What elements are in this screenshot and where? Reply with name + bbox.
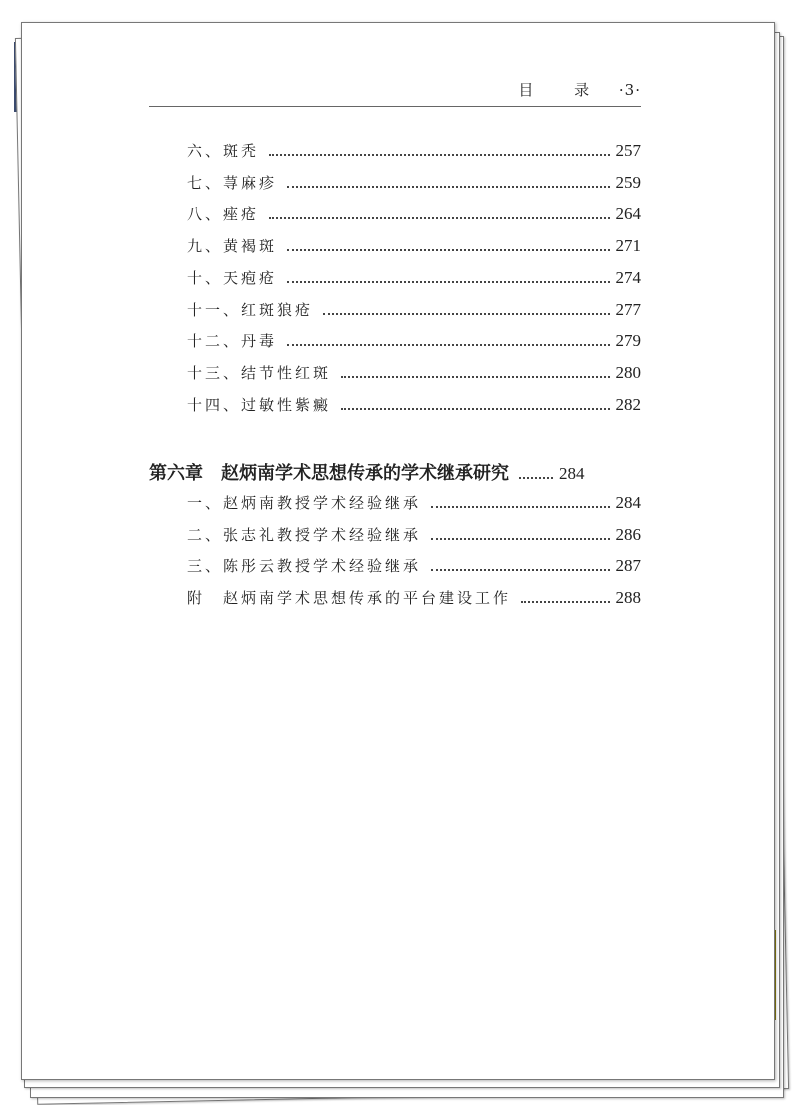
dot-leader — [323, 313, 609, 315]
toc-entry-page: 271 — [615, 236, 641, 256]
dot-leader — [287, 281, 609, 283]
toc-entry[interactable] — [187, 330, 641, 351]
header-rule — [149, 106, 641, 107]
toc-entry[interactable] — [187, 362, 641, 383]
dot-leader — [287, 186, 609, 188]
header-page-number: ·3· — [618, 81, 641, 99]
dot-leader — [521, 601, 609, 603]
dot-leader — [519, 477, 553, 479]
toc-entry[interactable] — [187, 492, 641, 513]
toc-entry[interactable] — [187, 587, 641, 608]
dot-leader — [431, 506, 609, 508]
toc-entry[interactable] — [187, 235, 641, 256]
dot-leader — [269, 154, 609, 156]
toc-entry-label: 第六章 赵炳南学术思想传承的学术继承研究 — [149, 463, 509, 484]
toc-entry-page: 274 — [615, 267, 641, 287]
toc-entry-label: 三、陈彤云教授学术经验继承 — [187, 557, 422, 576]
toc-entry-page: 280 — [615, 362, 641, 382]
toc-entry-label: 二、张志礼教授学术经验继承 — [187, 525, 422, 544]
dot-leader — [287, 249, 609, 251]
toc-entry-page: 259 — [615, 172, 641, 192]
dot-leader — [431, 538, 609, 540]
toc-entry[interactable] — [187, 172, 641, 193]
dot-leader — [431, 569, 609, 571]
toc-entry-label: 十二、丹毒 — [187, 332, 278, 351]
dot-leader — [341, 376, 609, 378]
toc-entry[interactable] — [187, 555, 641, 576]
toc-entry-label: 附 赵炳南学术思想传承的平台建设工作 — [187, 589, 512, 608]
toc-entry-label: 八、痤疮 — [187, 205, 260, 224]
header-title: 目 录 — [518, 81, 608, 99]
toc-entry[interactable] — [187, 299, 641, 320]
toc-entry[interactable] — [187, 203, 641, 224]
toc-entry-page: 257 — [615, 141, 641, 160]
toc-entry-page: 279 — [615, 331, 641, 351]
toc-entry-label: 十四、过敏性紫癜 — [187, 395, 332, 414]
toc-entry-label: 七、荨麻疹 — [187, 173, 278, 192]
toc-entry[interactable] — [187, 140, 641, 161]
toc-entry[interactable] — [187, 524, 641, 545]
toc-entry-page: 284 — [559, 464, 585, 483]
toc-entry-page: 277 — [615, 299, 641, 319]
dot-leader — [269, 217, 609, 219]
toc-entry-page: 282 — [615, 394, 641, 414]
toc-entry-label: 十三、结节性红斑 — [187, 363, 332, 382]
running-header — [149, 79, 641, 100]
toc-entry-page: 287 — [615, 556, 641, 576]
toc-entry-label: 六、斑秃 — [187, 142, 260, 160]
toc-entry-label: 十、天疱疮 — [187, 268, 278, 287]
toc-entry-page: 264 — [615, 204, 641, 224]
toc-entry[interactable] — [187, 267, 641, 288]
toc-entry-page: 288 — [615, 588, 641, 608]
toc-entry-label: 九、黄褐斑 — [187, 237, 278, 256]
toc-entry[interactable] — [187, 394, 641, 415]
toc-entry-page: 284 — [615, 493, 641, 512]
toc-entry-page: 286 — [615, 524, 641, 544]
dot-leader — [341, 408, 609, 410]
toc-entry-label: 一、赵炳南教授学术经验继承 — [187, 494, 422, 512]
book-page — [21, 22, 775, 1080]
dot-leader — [287, 344, 609, 346]
toc-entry-label: 十一、红斑狼疮 — [187, 300, 314, 319]
toc-chapter-entry[interactable] — [149, 459, 641, 485]
